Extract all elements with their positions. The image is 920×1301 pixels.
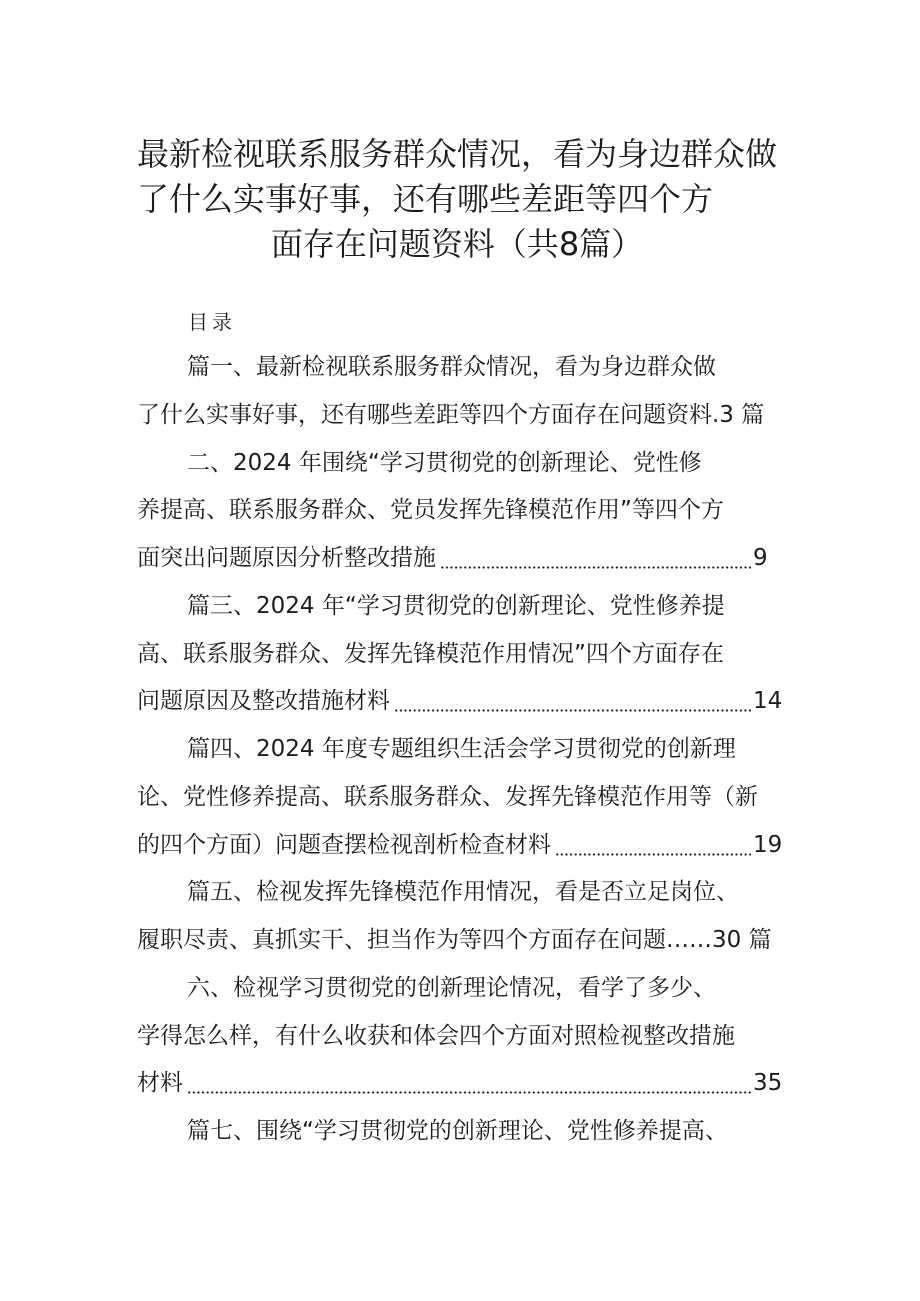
- toc-entry-3: [137, 583, 797, 726]
- title-line-3: 面存在问题资料（共8篇）: [270, 225, 644, 263]
- toc-entry-6: [137, 965, 797, 1108]
- toc-entry-line: 篇三、2024 年“学习贯彻党的创新理论、党性修养提: [187, 592, 725, 619]
- toc-entry-line: 面突出问题原因分析整改措施: [137, 545, 436, 571]
- toc-entry-line: 六、检视学习贯彻党的创新理论情况，看学了多少、: [187, 974, 716, 1001]
- toc-page-number: 14: [753, 688, 783, 715]
- toc-entry-leader-line: [137, 1060, 783, 1108]
- toc-entry-leader-line: [137, 678, 783, 726]
- dot-leader: [394, 678, 751, 726]
- toc-entry-1: [137, 344, 797, 440]
- toc-entry-line: 篇四、2024 年度专题组织生活会学习贯彻党的创新理: [187, 736, 736, 762]
- toc-entry-line: 篇五、检视发挥先锋模范作用情况，看是否立足岗位、: [187, 879, 739, 906]
- toc-entry-line: 问题原因及整改措施材料: [137, 688, 390, 715]
- toc-entry-7: [137, 1108, 797, 1156]
- toc-page-number: 35: [753, 1070, 783, 1097]
- toc-entry-line: 履职尽责、真抓实干、担当作为等四个方面存在问题……30 篇: [137, 927, 772, 953]
- toc-entry-line: 篇一、最新检视联系服务群众情况，看为身边群众做: [187, 354, 716, 380]
- toc-entry-line: 的四个方面）问题查摆检视剖析检查材料: [137, 831, 551, 858]
- dot-leader: [187, 1060, 751, 1108]
- dot-leader: [555, 822, 751, 870]
- toc-page-number: 9: [753, 545, 768, 571]
- title-line-2: 了什么实事好事，还有哪些差距等四个方: [137, 180, 714, 218]
- toc-entry-line: 篇七、围绕“学习贯彻党的创新理论、党性修养提高、: [187, 1118, 728, 1144]
- document-title: [0, 132, 920, 267]
- dot-leader: [440, 535, 751, 583]
- toc-entry-line: 养提高、联系服务群众、党员发挥先锋模范作用”等四个方: [137, 497, 724, 524]
- toc-entry-line: 论、党性修养提高、联系服务群众、发挥先锋模范作用等（新: [137, 783, 758, 810]
- toc-entry-line: 材料: [137, 1070, 183, 1097]
- toc-heading: 目录: [188, 310, 236, 334]
- toc-entry-5: [137, 869, 797, 965]
- toc-entry-line: 二、2024 年围绕“学习贯彻党的创新理论、党性修: [187, 449, 702, 476]
- toc-entry-4: [137, 726, 797, 869]
- toc-entry-line: 学得怎么样，有什么收获和体会四个方面对照检视整改措施: [137, 1022, 735, 1049]
- table-of-contents: [137, 344, 797, 1156]
- title-line-1: 最新检视联系服务群众情况，看为身边群众做: [137, 135, 778, 173]
- toc-entry-leader-line: [137, 822, 783, 870]
- toc-entry-line: 高、联系服务群众、发挥先锋模范作用情况”四个方面存在: [137, 640, 724, 667]
- toc-page-number: 19: [753, 831, 783, 858]
- toc-entry-leader-line: [137, 535, 777, 583]
- toc-entry-2: [137, 440, 797, 583]
- toc-entry-line: 了什么实事好事，还有哪些差距等四个方面存在问题资料.3 篇: [137, 401, 765, 428]
